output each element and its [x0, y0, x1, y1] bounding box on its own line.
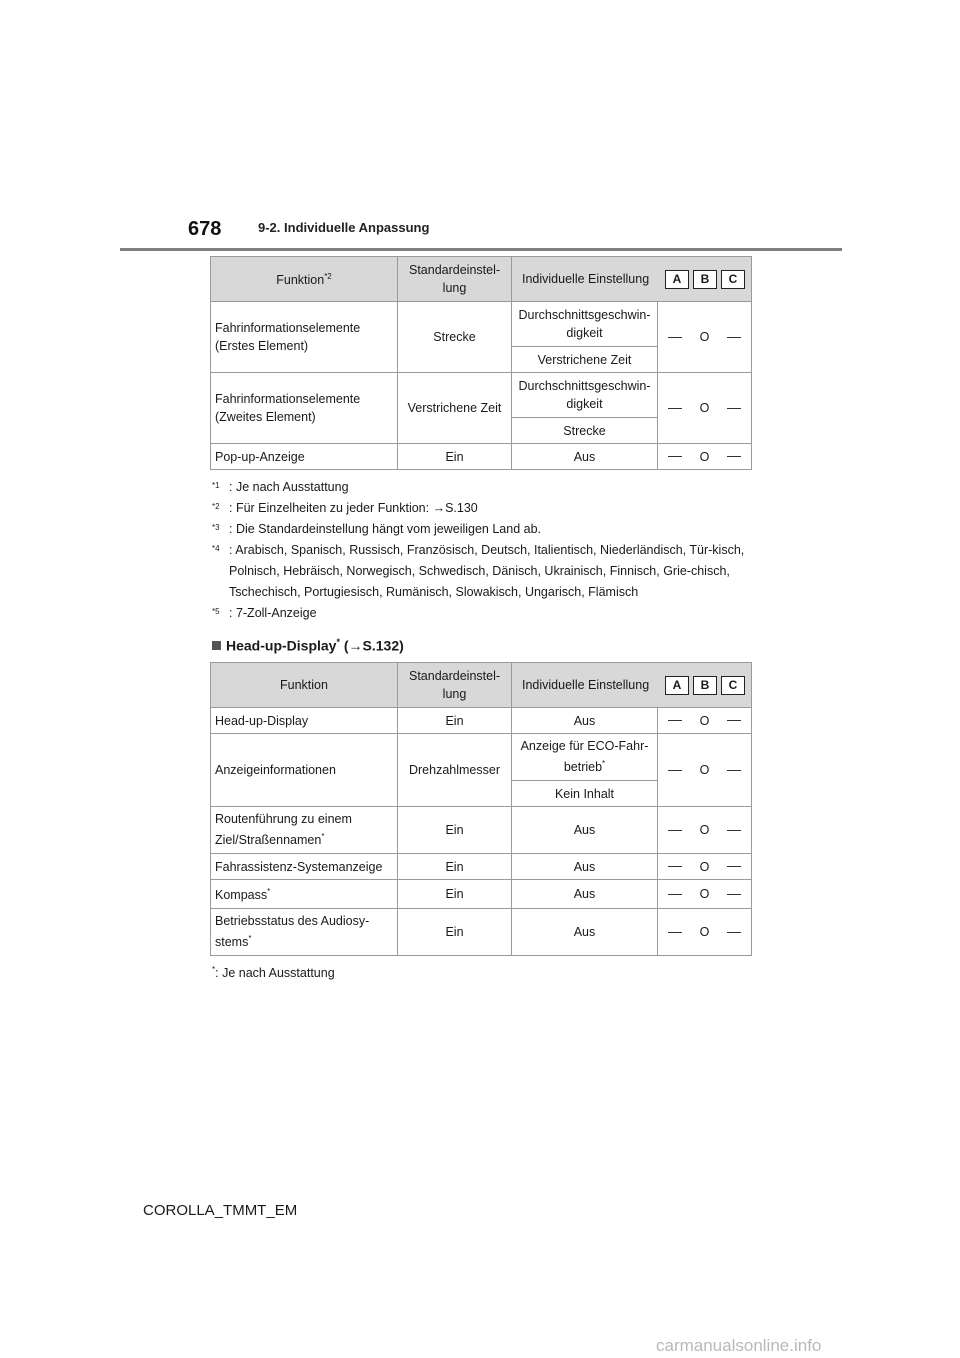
row-funktion: Pop-up-Anzeige: [211, 444, 398, 470]
row-abc: O: [658, 302, 752, 373]
row-funktion: Betriebsstatus des Audiosy- stems*: [211, 909, 398, 956]
row-funktion: Fahrinformationselemente (Erstes Element): [211, 302, 398, 373]
dash-mark: [727, 720, 741, 721]
row-standard: Verstrichene Zeit: [398, 373, 512, 444]
abc-badges: [665, 270, 747, 289]
document-code: COROLLA_TMMT_EM: [143, 1202, 298, 1219]
section-title: 9-2. Individuelle Anpassung: [258, 220, 430, 235]
dash-mark: [727, 866, 741, 867]
row-standard: Ein: [398, 444, 512, 470]
row-option: Aus: [512, 880, 658, 909]
square-bullet-icon: [212, 641, 221, 650]
dash-mark: [668, 456, 682, 457]
row-abc: O: [658, 807, 752, 854]
row-funktion: Fahrinformationselemente (Zweites Element): [211, 373, 398, 444]
row-option: Strecke: [512, 418, 658, 444]
row-standard: Ein: [398, 909, 512, 956]
row-abc: O: [658, 880, 752, 909]
dash-mark: [727, 456, 741, 457]
dash-mark: [727, 894, 741, 895]
row-option: Anzeige für ECO-Fahr- betrieb*: [512, 734, 658, 781]
row-funktion: Fahrassistenz-Systemanzeige: [211, 854, 398, 880]
row-standard: Ein: [398, 880, 512, 909]
header-standard: Standardeinstel- lung: [398, 663, 512, 708]
dash-mark: [668, 894, 682, 895]
row-funktion: Anzeigeinformationen: [211, 734, 398, 807]
dash-mark: [668, 770, 682, 771]
badge-b: B: [693, 270, 717, 289]
footnote: *1 : Je nach Ausstattung: [212, 480, 349, 494]
badge-c: C: [721, 270, 745, 289]
row-abc: O: [658, 854, 752, 880]
badge-b: B: [693, 676, 717, 695]
dash-mark: [668, 830, 682, 831]
row-standard: Ein: [398, 708, 512, 734]
row-option: Aus: [512, 444, 658, 470]
dash-mark: [727, 408, 741, 409]
badge-c: C: [721, 676, 745, 695]
watermark-text: carmanualsonline.info: [656, 1336, 822, 1355]
row-abc: O: [658, 708, 752, 734]
footnote: *: Je nach Ausstattung: [212, 965, 335, 981]
dash-mark: [727, 337, 741, 338]
header-funktion: Funktion: [211, 663, 398, 708]
dash-mark: [727, 932, 741, 933]
abc-badges: [665, 676, 747, 695]
row-abc: O: [658, 373, 752, 444]
row-standard: Ein: [398, 854, 512, 880]
row-abc: O: [658, 909, 752, 956]
dash-mark: [668, 720, 682, 721]
badge-a: A: [665, 270, 689, 289]
dash-mark: [727, 770, 741, 771]
row-option: Aus: [512, 909, 658, 956]
header-funktion: Funktion$^{*2}$: [211, 257, 398, 302]
footnote: *2 : Für Einzelheiten zu jeder Funktion: →S.130: [212, 501, 478, 515]
row-option: Durchschnittsgeschwin- digkeit: [512, 302, 658, 347]
row-standard: Drehzahlmesser: [398, 734, 512, 807]
footnote: *4 : Arabisch, Spanisch, Russisch, Französisch, Deutsch, Italientisch, Niederländisch, Tür-kisch, Polnisch, Hebräisch, Norwegisch, Schwedisch, Dänisch, Ukrainisch, Finnisch, Grie-chisch, Tschechisch, Portugiesisch, Rumänisch, Slowakisch, Ungarisch, Flämisch: [212, 543, 745, 599]
page-header: [120, 214, 842, 251]
row-option: Aus: [512, 708, 658, 734]
page-number: 678: [188, 218, 222, 240]
row-funktion: Kompass*: [211, 880, 398, 909]
row-funktion: Routenführung zu einem Ziel/Straßennamen*: [211, 807, 398, 854]
footnotes: [212, 477, 752, 624]
row-option: Verstrichene Zeit: [512, 347, 658, 373]
settings-table-display: [210, 256, 752, 470]
row-option: Kein Inhalt: [512, 781, 658, 807]
dash-mark: [668, 932, 682, 933]
header-individuell: Individuelle Einstellung A B C: [512, 257, 752, 302]
row-standard: Strecke: [398, 302, 512, 373]
row-standard: Ein: [398, 807, 512, 854]
dash-mark: [727, 830, 741, 831]
row-option: Durchschnittsgeschwin- digkeit: [512, 373, 658, 418]
badge-a: A: [665, 676, 689, 695]
dash-mark: [668, 337, 682, 338]
header-standard: Standardeinstel- lung: [398, 257, 512, 302]
row-abc: O: [658, 444, 752, 470]
settings-table-hud: [210, 662, 752, 956]
header-individuell: Individuelle Einstellung A B C: [512, 663, 752, 708]
row-funktion: Head-up-Display: [211, 708, 398, 734]
dash-mark: [668, 408, 682, 409]
page-reference-link[interactable]: (→S.132): [339, 637, 404, 654]
dash-mark: [668, 866, 682, 867]
subsection-heading: Head-up-Display* (→S.132): [212, 637, 404, 654]
footnote: *3 : Die Standardeinstellung hängt vom jeweiligen Land ab.: [212, 522, 542, 536]
row-option: Aus: [512, 854, 658, 880]
row-abc: O: [658, 734, 752, 807]
row-option: Aus: [512, 807, 658, 854]
footnote: *5 : 7-Zoll-Anzeige: [212, 606, 317, 620]
